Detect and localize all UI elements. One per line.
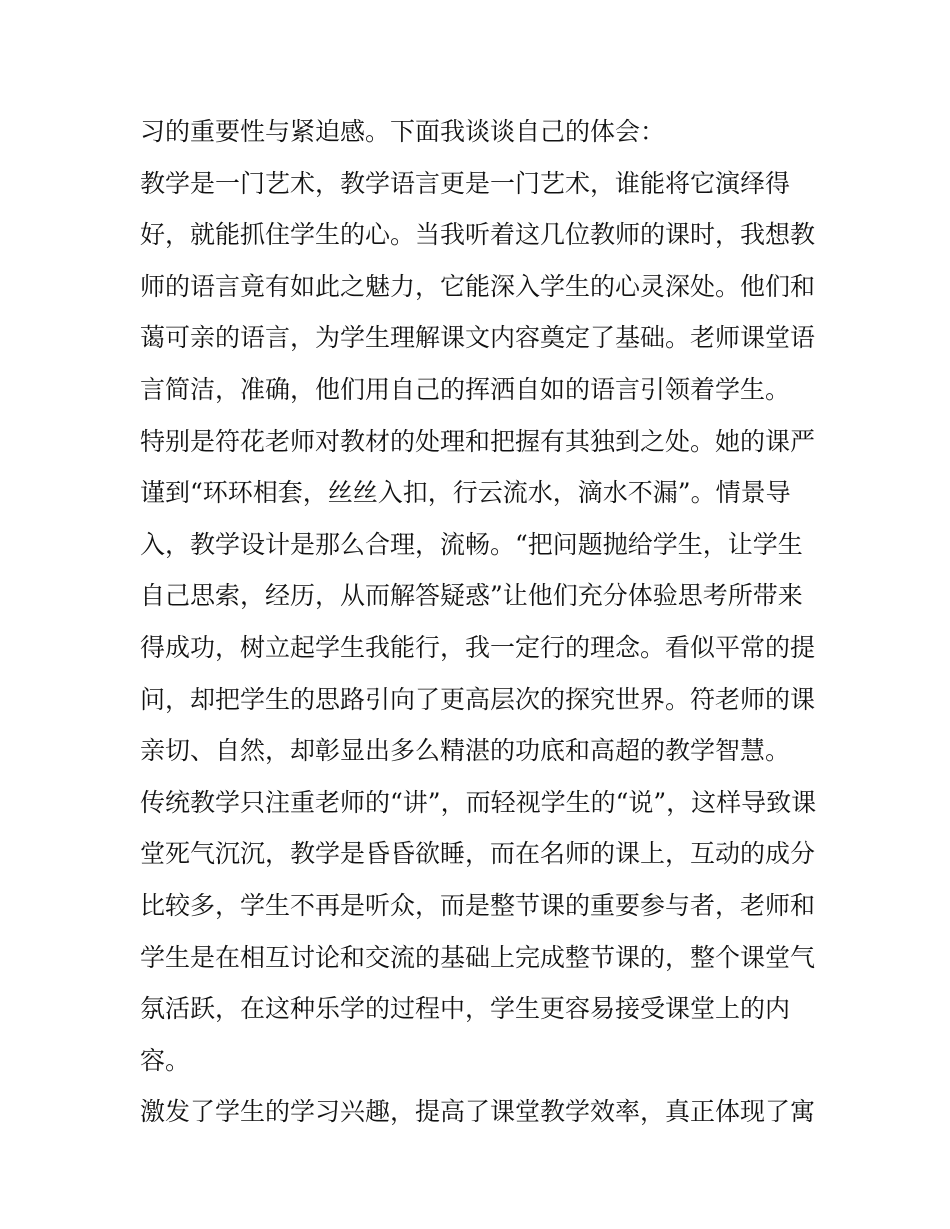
text-line: 容。 (140, 1045, 191, 1075)
text-line: 入，教学设计是那么合理，流畅。“把问题抛给学生，让学生 (140, 529, 803, 559)
text-line: 自己思索，经历，从而解答疑惑”让他们充分体验思考所带来 (140, 581, 803, 611)
text-line: 问，却把学生的思路引向了更高层次的探究世界。符老师的课 (140, 684, 816, 714)
text-line: 特别是符花老师对教材的处理和把握有其独到之处。她的课严 (140, 426, 816, 456)
text-line: 师的语言竟有如此之魅力，它能深入学生的心灵深处。他们和 (140, 271, 816, 301)
text-line: 比较多，学生不再是听众，而是整节课的重要参与者，老师和 (140, 890, 816, 920)
text-line: 传统教学只注重老师的“讲”，而轻视学生的“说”，这样导致课 (140, 787, 817, 817)
document-body (140, 106, 820, 1138)
text-line: 亲切、自然，却彰显出多么精湛的功底和高超的教学智慧。 (140, 736, 791, 766)
text-line: 习的重要性与紧迫感。下面我谈谈自己的体会： (140, 117, 666, 146)
text-line: 蔼可亲的语言，为学生理解课文内容奠定了基础。老师课堂语 (140, 323, 816, 353)
text-line: 学生是在相互讨论和交流的基础上完成整节课的，整个课堂气 (140, 942, 816, 972)
text-line: 堂死气沉沉，教学是昏昏欲睡，而在名师的课上，互动的成分 (140, 839, 816, 869)
text-line: 激发了学生的学习兴趣，提高了课堂教学效率，真正体现了寓 (140, 1097, 816, 1127)
text-line: 教学是一门艺术，教学语言更是一门艺术，谁能将它演绎得 (140, 168, 791, 198)
text-line: 好，就能抓住学生的心。当我听着这几位教师的课时，我想教 (140, 220, 816, 250)
text-line: 得成功，树立起学生我能行，我一定行的理念。看似平常的提 (140, 632, 816, 662)
text-line: 言简洁，准确，他们用自己的挥洒自如的语言引领着学生。 (140, 374, 791, 404)
text-line: 谨到“环环相套，丝丝入扣，行云流水，滴水不漏”。情景导 (140, 478, 791, 508)
text-line: 氛活跃，在这种乐学的过程中，学生更容易接受课堂上的内 (140, 994, 791, 1024)
